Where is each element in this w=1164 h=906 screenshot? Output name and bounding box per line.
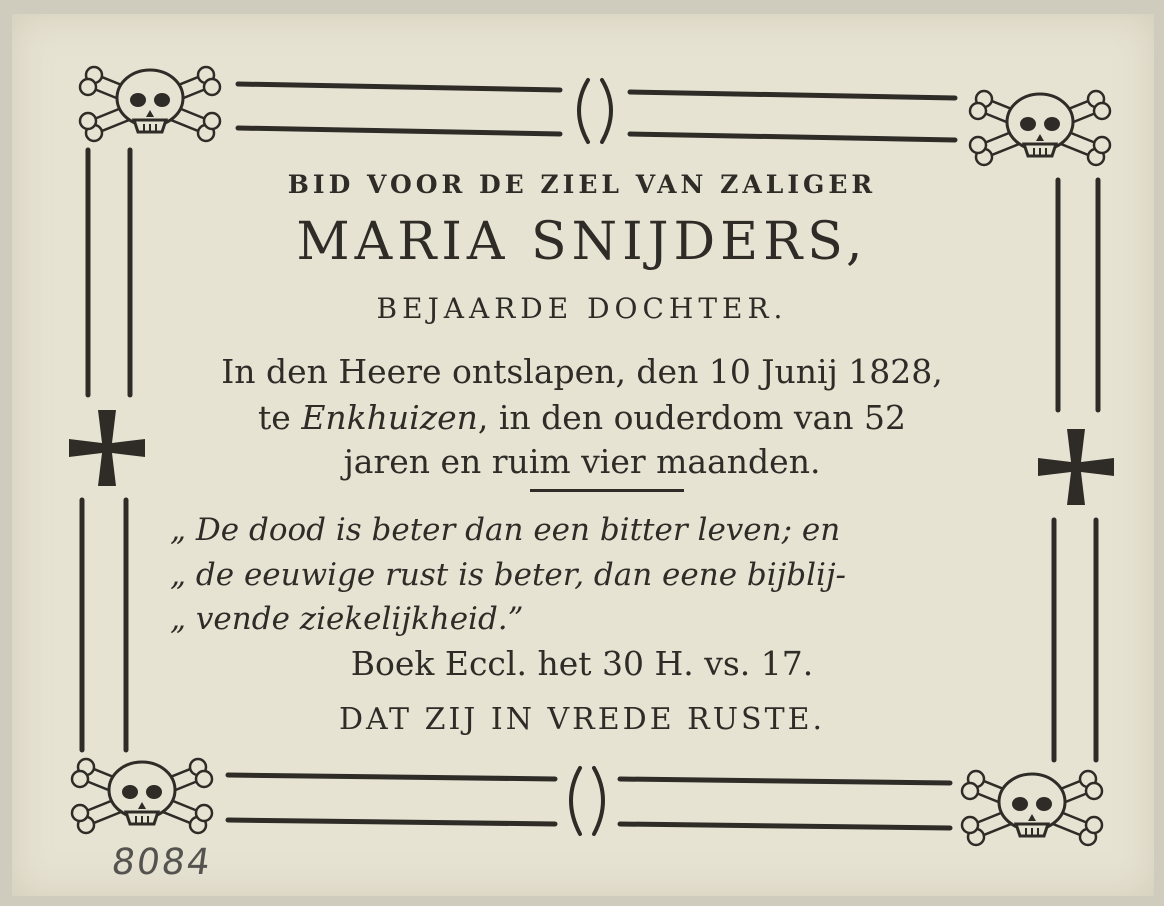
death-place-prefix: te	[258, 398, 302, 437]
marital-status: BEJAARDE DOCHTER.	[376, 292, 788, 325]
scripture-reference: Boek Eccl. het 30 H. vs. 17.	[350, 644, 814, 683]
quote-line-2: „ de eeuwige rust is beter, dan eene bijblij-	[170, 557, 847, 593]
deceased-name: MARIA SNIJDERS,	[296, 212, 868, 272]
prayer-heading: BID VOOR DE ZIEL VAN ZALIGER	[287, 170, 877, 199]
quote-line-3: „ vende ziekelijkheid.”	[170, 601, 524, 637]
archive-number: 8084	[109, 842, 215, 883]
age-line: jaren en ruim vier maanden.	[343, 442, 821, 481]
death-place: Enkhuizen	[301, 398, 478, 437]
death-place-line	[0, 398, 1164, 437]
closing-prayer: DAT ZIJ IN VREDE RUSTE.	[338, 702, 826, 737]
death-date-line: In den Heere ontslapen, den 10 Junij 1828,	[221, 352, 943, 391]
quote-line-1: „ De dood is beter dan een bitter leven; en	[170, 512, 841, 548]
divider-rule	[530, 489, 684, 492]
age-text: , in den ouderdom van 52	[477, 398, 906, 437]
